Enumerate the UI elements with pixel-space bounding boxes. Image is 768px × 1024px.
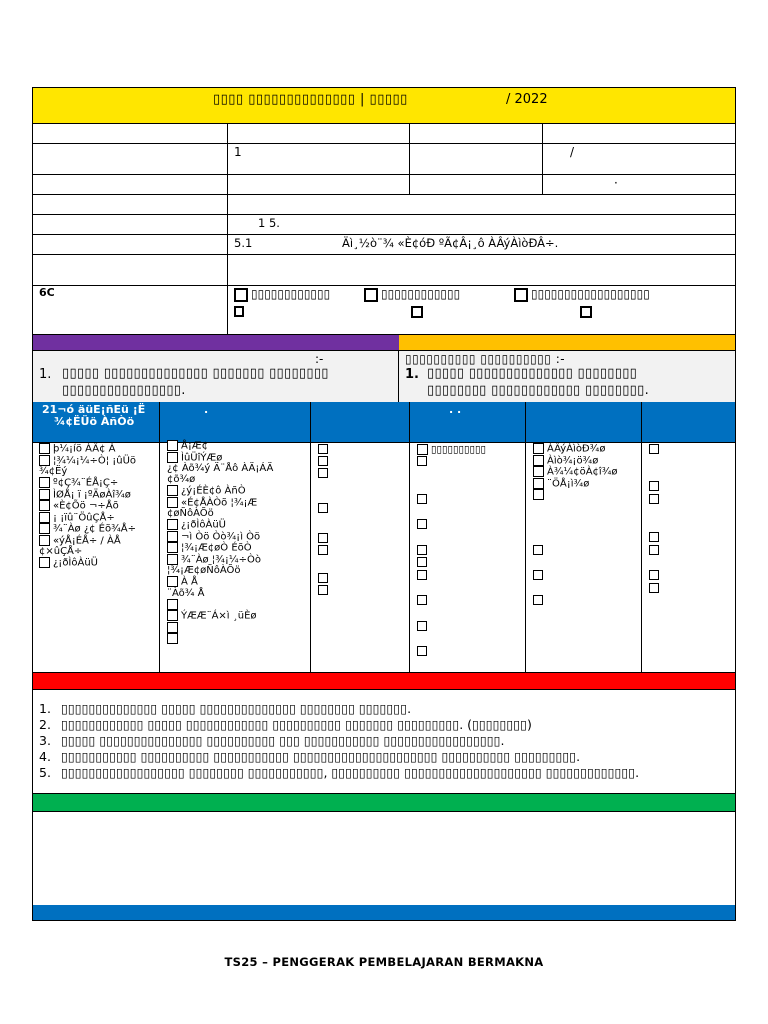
checkbox-icon[interactable] (39, 477, 50, 488)
checkbox-icon[interactable] (39, 523, 50, 534)
purple-band (33, 335, 399, 350)
info-week: 1 (234, 145, 242, 159)
red-band (33, 672, 735, 689)
list-item[interactable]: ÝÆÆ¨Á×ì ¸üÈø (167, 610, 307, 622)
list-item[interactable]: À¾¼¢öÀ¢î¾ø (533, 466, 639, 478)
checkbox-icon[interactable] (39, 443, 50, 454)
checkbox-icon[interactable] (417, 456, 427, 466)
checkbox-icon[interactable] (318, 456, 328, 466)
list-item: ¢øÑôÀÕö (167, 508, 214, 519)
checkbox-icon[interactable] (417, 557, 427, 567)
checkbox-icon[interactable] (411, 306, 423, 318)
list-item: 5. ▯▯▯▯▯▯▯▯▯▯▯▯▯▯▯▯▯▯ ▯▯▯▯▯▯▯▯ ▯▯▯▯▯▯▯▯▯▯▯, ▯▯▯▯▯▯▯▯▯▯ ▯▯▯▯▯▯▯▯▯▯▯▯▯▯▯▯▯▯▯▯ ▯▯▯▯▯▯▯▯▯▯▯▯▯. (39, 765, 640, 780)
class-label: 6C (39, 286, 55, 299)
checkbox-icon[interactable] (318, 503, 328, 513)
list-item: ¢×ûÇÅ÷ (39, 546, 83, 557)
checkbox-icon[interactable] (417, 444, 428, 455)
info-learning-std-code: 5.1 (234, 236, 253, 250)
list-item[interactable]: ¨ÖÅ¡ì¾ø (533, 478, 639, 490)
checkbox-icon[interactable] (533, 443, 544, 454)
list-item[interactable]: ¡ ¡ïû¨ÖûÇÅ÷ (39, 512, 157, 524)
option-3[interactable]: ▯▯▯▯▯▯▯▯▯▯▯▯▯▯▯▯▯▯ (514, 287, 650, 302)
list-item: ¦¾¡Æ¢øÑôÀÕö (167, 565, 241, 576)
orange-band (399, 335, 735, 350)
col1-header-line2: ¾¢ËÜö ÀñÒö (54, 415, 135, 428)
checkbox-icon[interactable] (318, 545, 328, 555)
list-item[interactable]: ¾¨Àø ¦¾¡¼÷Òò (167, 554, 307, 566)
checkbox-icon[interactable] (649, 545, 659, 555)
checkbox-icon[interactable] (318, 533, 328, 543)
list-item[interactable]: «È¢Õö ¬÷Åõ (39, 500, 157, 512)
page-year: / 2022 (506, 92, 548, 107)
list-item: 4. ▯▯▯▯▯▯▯▯▯▯▯ ▯▯▯▯▯▯▯▯▯▯ ▯▯▯▯▯▯▯▯▯▯▯ ▯▯▯▯▯▯▯▯▯▯▯▯▯▯▯▯▯▯▯▯▯ ▯▯▯▯▯▯▯▯▯▯ ▯▯▯▯▯▯▯▯▯. (39, 749, 581, 764)
green-band (33, 794, 735, 811)
checkbox-icon[interactable] (39, 535, 50, 546)
checkbox-icon[interactable] (167, 497, 178, 508)
checkbox-icon[interactable] (39, 489, 50, 500)
checkbox-icon[interactable] (649, 444, 659, 454)
checkbox-icon[interactable] (167, 542, 178, 553)
checkbox-icon[interactable] (533, 489, 544, 500)
checkbox-icon[interactable] (167, 554, 178, 565)
list-item: ¿¢ Àõ¾ý Ä¨Åô ÀÄ¡ÁÄ (167, 463, 274, 474)
col4-item[interactable]: ▯▯▯▯▯▯▯▯▯▯ (417, 444, 486, 456)
info-date-separator: / (570, 145, 575, 159)
list-item[interactable] (167, 633, 307, 645)
col2-header: . (204, 403, 209, 416)
checkbox-icon[interactable] (533, 570, 543, 580)
list-item[interactable]: ¿¡ðÌôÀüÜ (39, 557, 157, 569)
checkbox-icon[interactable] (417, 646, 427, 656)
checkbox-icon[interactable] (167, 576, 178, 587)
objectives-right-line1: ▯▯▯▯▯ ▯▯▯▯▯▯▯▯▯▯▯▯▯▯ ▯▯▯▯▯▯▯▯ (427, 366, 638, 381)
checkbox-icon[interactable] (234, 288, 248, 302)
checkbox-icon[interactable] (167, 633, 178, 644)
checkbox-icon[interactable] (39, 512, 50, 523)
checkbox-icon[interactable] (167, 610, 178, 621)
list-item[interactable]: ÌûÜîÝÆø (167, 452, 307, 464)
list-item[interactable]: ÀÂýÀìòÐ¾ø (533, 443, 639, 455)
list-item[interactable]: ¦¾¡Æ¢øÒ ÉõÒ (167, 542, 307, 554)
checkbox-icon[interactable] (649, 494, 659, 504)
list-item[interactable]: ¬ì Òö Òò¾¡ì Òö (167, 531, 307, 543)
checkbox-icon[interactable] (417, 621, 427, 631)
checkbox-icon[interactable] (167, 599, 178, 610)
footer-caption: TS25 – PENGGERAK PEMBELAJARAN BERMAKNA (224, 955, 544, 969)
list-item: 2. ▯▯▯▯▯▯▯▯▯▯▯▯ ▯▯▯▯▯ ▯▯▯▯▯▯▯▯▯▯▯▯ ▯▯▯▯▯▯▯▯▯▯ ▯▯▯▯▯▯▯ ▯▯▯▯▯▯▯▯▯. (▯▯▯▯▯▯▯▯) (39, 717, 532, 732)
activity-steps (39, 701, 639, 781)
checkbox-icon[interactable] (580, 306, 592, 318)
col1-list (39, 443, 157, 569)
list-item[interactable]: ¿ý¡ÉÈ¢ô ÀñÒ (167, 485, 307, 497)
list-item: ¾¢Ëý (39, 466, 68, 477)
checkbox-icon[interactable] (39, 455, 50, 466)
blue-footer-band (33, 905, 735, 920)
checkbox-icon[interactable] (318, 468, 328, 478)
objectives-right-line2: ▯▯▯▯▯▯▯▯ ▯▯▯▯▯▯▯▯▯▯▯▯ ▯▯▯▯▯▯▯▯. (427, 383, 650, 398)
list-item[interactable]: º¢Ç¾¨ÉÅ¡Ç÷ (39, 477, 157, 489)
checkbox-icon[interactable] (167, 519, 178, 530)
list-item: 1. ▯▯▯▯▯▯▯▯▯▯▯▯▯▯ ▯▯▯▯▯ ▯▯▯▯▯▯▯▯▯▯▯▯▯▯ ▯▯▯▯▯▯▯▯ ▯▯▯▯▯▯▯. (39, 701, 412, 716)
checkbox-icon[interactable] (39, 500, 50, 511)
list-item[interactable]: ¿¡ðÌôÀüÜ (167, 519, 307, 531)
col1-header-line1: 21¬ó äüE¡ñEü ¡Ë (42, 403, 146, 416)
checkbox-icon[interactable] (533, 595, 543, 605)
checkbox-icon[interactable] (167, 622, 178, 633)
checkbox-icon[interactable] (417, 519, 427, 529)
reflection-area[interactable] (33, 812, 735, 905)
list-item[interactable]: À Å (167, 576, 307, 588)
checkbox-icon[interactable] (649, 570, 659, 580)
col5-list (533, 443, 639, 501)
checkbox-icon[interactable] (649, 583, 659, 593)
checkbox-icon[interactable] (417, 494, 427, 504)
checkbox-icon[interactable] (417, 545, 427, 555)
checkbox-icon[interactable] (318, 585, 328, 595)
option-1[interactable]: ▯▯▯▯▯▯▯▯▯▯▯▯ (234, 287, 330, 302)
list-item[interactable]: ¾¨Àø ¿¢ Éõ¾Å÷ (39, 523, 157, 535)
list-item[interactable]: «É¢ÅÀÒõ ¦¾¡Æ (167, 497, 307, 509)
objectives-right-header: ▯▯▯▯▯▯▯▯▯▯ ▯▯▯▯▯▯▯▯▯▯ :- (405, 352, 566, 366)
objectives-left-line1: ▯▯▯▯▯ ▯▯▯▯▯▯▯▯▯▯▯▯▯▯ ▯▯▯▯▯▯▯ ▯▯▯▯▯▯▯▯ (62, 366, 329, 381)
checkbox-icon[interactable] (318, 444, 328, 454)
info-time-dot: · (614, 176, 618, 190)
list-item[interactable]: Å¡Æ¢ (167, 440, 307, 452)
list-item[interactable]: ¦¾¼¡¼÷Ò¦ ¡ûÜö (39, 455, 157, 467)
checkbox-icon[interactable] (514, 288, 528, 302)
checkbox-icon[interactable] (167, 452, 178, 463)
list-item[interactable] (167, 599, 307, 611)
checkbox-icon[interactable] (167, 531, 178, 542)
objectives-left-header: :- (315, 352, 324, 366)
checkbox-icon[interactable] (167, 440, 178, 451)
checkbox-icon[interactable] (39, 557, 50, 568)
objectives-left-num: 1. (39, 367, 52, 382)
checkbox-icon[interactable] (417, 595, 427, 605)
checkbox-icon[interactable] (533, 466, 544, 477)
col4-header: . . (449, 403, 462, 416)
list-item: 3. ▯▯▯▯▯ ▯▯▯▯▯▯▯▯▯▯▯▯▯▯▯ ▯▯▯▯▯▯▯▯▯▯ ▯▯▯ ▯▯▯▯▯▯▯▯▯▯▯ ▯▯▯▯▯▯▯▯▯▯▯▯▯▯▯▯▯. (39, 733, 505, 748)
list-item[interactable]: Àìò¾¡ö¾ø (533, 455, 639, 467)
checkbox-icon[interactable] (533, 545, 543, 555)
checkbox-icon[interactable] (417, 570, 427, 580)
checkbox-icon[interactable] (533, 478, 544, 489)
list-item[interactable] (167, 622, 307, 634)
objectives-right-num: 1. (405, 367, 419, 382)
checkbox-icon[interactable] (649, 532, 659, 542)
checkbox-icon[interactable] (533, 455, 544, 466)
list-item[interactable] (533, 489, 639, 501)
checkbox-icon[interactable] (649, 481, 659, 491)
list-item: ¢õ¾ø (167, 474, 196, 485)
info-learning-std-text: Äì¸½ò¨¾ «È¢óÐ ºÃ¢Â¡¸ô ÀÂýÀìòÐÂ÷. (342, 236, 559, 250)
option-2[interactable]: ▯▯▯▯▯▯▯▯▯▯▯▯ (364, 287, 460, 302)
page-title: ▯▯▯▯ ▯▯▯▯▯▯▯▯▯▯▯▯▯▯ | ▯▯▯▯▯ (213, 92, 408, 107)
checkbox-icon[interactable] (318, 573, 328, 583)
checkbox-icon[interactable] (234, 306, 244, 317)
objectives-left-line2: ▯▯▯▯▯▯▯▯▯▯▯▯▯▯▯▯. (62, 383, 186, 398)
col2-list (167, 440, 307, 645)
list-item: ¨Àõ¾ Å (167, 587, 205, 599)
checkbox-icon[interactable] (167, 485, 178, 496)
list-item[interactable]: «ýÅ¡ÉÅ÷ / ÀÅ (39, 535, 157, 547)
checkbox-icon[interactable] (364, 288, 378, 302)
list-item[interactable]: þ¼¡íö ÀÄ¢ À (39, 443, 157, 455)
list-item[interactable]: ÌØÅ¡ ï ¡ºÄøÀî¾ø (39, 489, 157, 501)
info-standard: 1 5. (258, 216, 280, 230)
